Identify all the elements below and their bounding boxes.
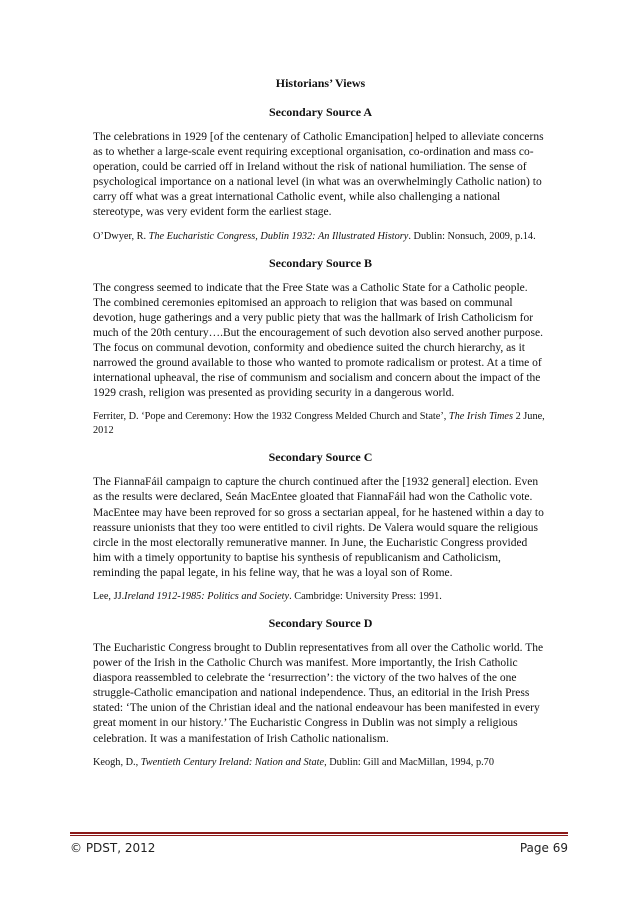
source-c-section <box>93 450 548 604</box>
source-d-section <box>93 616 548 770</box>
footer-rule-thin <box>70 835 568 836</box>
footer-page-number: Page 69 <box>519 841 568 855</box>
source-a-section <box>93 105 548 244</box>
source-c-citation-details: . Cambridge: University Press: 1991. <box>289 590 442 602</box>
source-c-citation <box>93 590 548 604</box>
source-a-text: The celebrations in 1929 [of the centenary of Catholic Emancipation] helped to alleviate concerns as to whether a large-scale event requiring exceptional organisation, co-ordination and mass co-operation, could be carried off in Ireland without the risk of national humiliation. The sense of psychological importance on a national level (in what was an overwhelmingly Catholic nation) to carry off what was a great international Catholic event, while also challenging a national stereotype, was very evident form the earliest stage. <box>93 131 544 219</box>
source-b-text: The congress seemed to indicate that the Free State was a Catholic State for a Catholic people. The combined ceremonies epitomised an approach to religion that was based on communal devotion, huge gatherings and a very public piety that was the hallmark of Irish Catholicism for much of the 20th century….But the encouragement of such devotion also served another purpose. The focus on communal devotion, conformity and obedience suited the church hierarchy, as it narrowed the ground available to those who wanted to promote radicalism or protest. At a time of international upheaval, the rise of communism and socialism and concern about the impact of the 1929 crash, religion was presented as providing security in a dangerous world. <box>93 281 543 400</box>
source-b-citation <box>93 410 548 438</box>
source-b-citation-details: 2 June, 2012 <box>93 411 545 437</box>
source-d-citation-details: , Dublin: Gill and MacMillan, 1994, p.70 <box>324 756 494 768</box>
source-d-text: The Eucharistic Congress brought to Dublin representatives from all over the Catholic world. The power of the Irish in the Catholic Church was manifest. More importantly, the Irish Catholic diaspora reassembled to celebrate the ‘resurrection’: the victory of the two halves of the one struggle-Catholic emancipation and national independence. Thus, an editorial in the Irish Press stated: ‘The union of the Christian ideal and the national endeavour has been manifested in every great moment in our history.’ The Eucharistic Congress in Dublin was not simply a religious celebration. It was a manifestation of Irish Catholic nationalism. <box>93 641 544 745</box>
source-c-text: The FiannaFáil campaign to capture the church continued after the [1932 general] election. Even as the results were declared, Seán MacEntee gloated that FiannaFáil had won the Catholic vote. MacEntee may have been reproved for so gross a sectarian appeal, for he hastened within a day to reassure unionists that they too were entitled to civil rights. De Valera would square the religious circle in the most electorally remunerative manner. In June, the Eucharistic Congress provided him with a timely opportunity to baptise his synthesis of republicanism and Catholicism, reminding the papal legate, in his feline way, that he was a loyal son of Rome. <box>93 476 544 579</box>
source-d-citation <box>93 756 548 770</box>
source-b-citation-title: The Irish Times <box>448 411 513 423</box>
page-content <box>93 76 548 782</box>
source-c-citation-author: Lee, JJ. <box>93 590 125 602</box>
source-a-heading: Secondary Source A <box>268 105 373 119</box>
source-b-heading: Secondary Source B <box>268 255 373 270</box>
source-a-citation-details: . Dublin: Nonsuch, 2009, p.14. <box>408 230 536 242</box>
source-d-citation-title: Twentieth Century Ireland: Nation and State <box>140 756 325 768</box>
source-d-citation-author: Keogh, D., <box>93 756 141 768</box>
source-a-citation-title: The Eucharistic Congress, Dublin 1932: An Illustrated History <box>148 230 409 242</box>
source-d-heading: Secondary Source D <box>268 615 373 630</box>
source-a-citation-author: O’Dwyer, R. <box>93 230 149 242</box>
page-title: Historians’ Views <box>275 76 366 90</box>
footer-copyright: © PDST, 2012 <box>70 841 156 855</box>
source-b-section <box>93 256 548 439</box>
source-c-heading: Secondary Source C <box>268 450 373 465</box>
footer-rule <box>70 832 568 834</box>
source-a-citation <box>93 230 548 244</box>
source-b-citation-author: Ferriter, D. ‘Pope and Ceremony: How the 1932 Congress Melded Church and State’, <box>93 411 449 423</box>
source-c-citation-title: Ireland 1912-1985: Politics and Society <box>124 590 290 602</box>
